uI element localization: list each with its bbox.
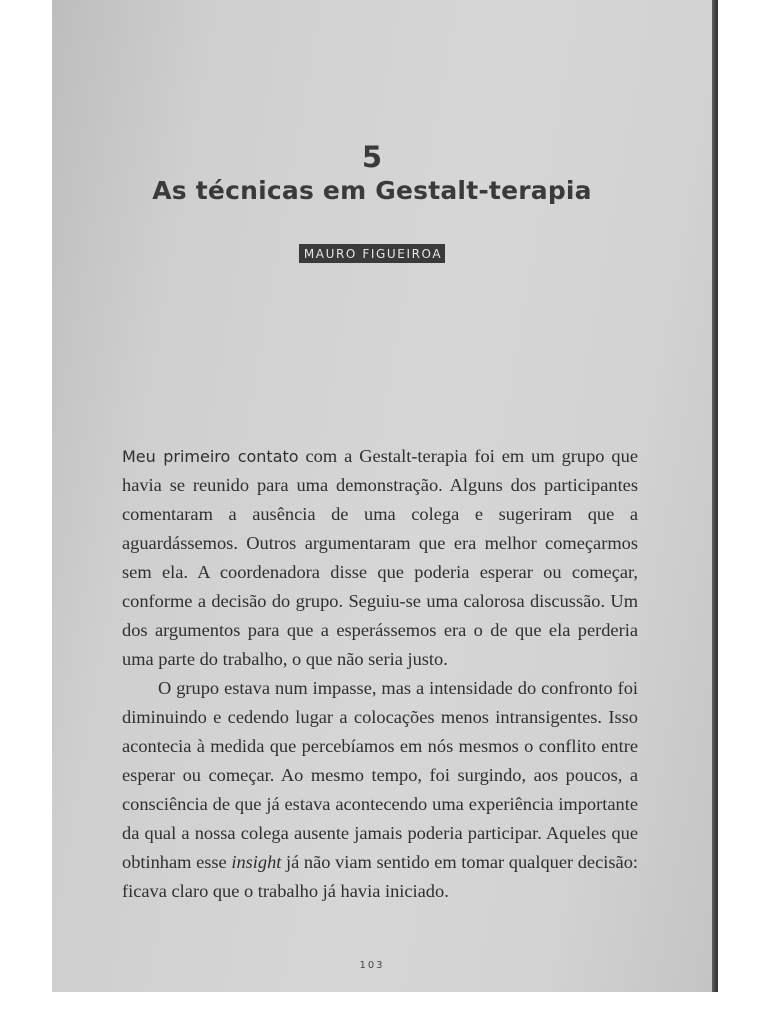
book-spine-shadow	[712, 0, 718, 992]
paragraph-1	[122, 442, 638, 674]
author-label-wrap	[52, 244, 692, 263]
paragraph-2	[122, 674, 638, 906]
body-text	[122, 442, 638, 906]
paragraph-1-text: com a Gestalt-terapia foi em um grupo que havia se reunido para uma demonstração. Alguns dos participantes comentaram a ausência de uma colega e sugeriram que a aguardássemos. Outros argumentaram que era melhor começarmos sem ela. A coordenadora disse que poderia esperar ou começar, conforme a decisão do grupo. Seguiu-se uma calorosa discussão. Um dos argumentos para que a esperássemos era o de que ela perderia uma parte do trabalho, o que não seria justo.	[122, 446, 638, 669]
chapter-number: 5	[361, 140, 383, 174]
paragraph-2-text-b: já não viam sentido em tomar qualquer decisão: ficava claro que o trabalho já havia iniciado.	[122, 852, 638, 901]
chapter-title: As técnicas em Gestalt-terapia	[152, 176, 592, 205]
book-page	[52, 0, 712, 992]
paragraph-1-lead: Meu primeiro contato	[122, 447, 299, 466]
paragraph-2-text-a: O grupo estava num impasse, mas a intensidade do confronto foi diminuindo e cedendo lugar a colocações menos intransigentes. Isso acontecia à medida que percebíamos em nós mesmos o conflito entre esperar ou começar. Ao mesmo tempo, foi surgindo, aos poucos, a consciência de que já estava acontecendo uma experiência importante da qual a nossa colega ausente jamais poderia participar. Aqueles que obtinham esse	[122, 678, 638, 872]
insight-italic: insight	[231, 852, 282, 872]
page-number: 103	[359, 960, 385, 971]
author-label: MAURO FIGUEIROA	[299, 244, 445, 263]
